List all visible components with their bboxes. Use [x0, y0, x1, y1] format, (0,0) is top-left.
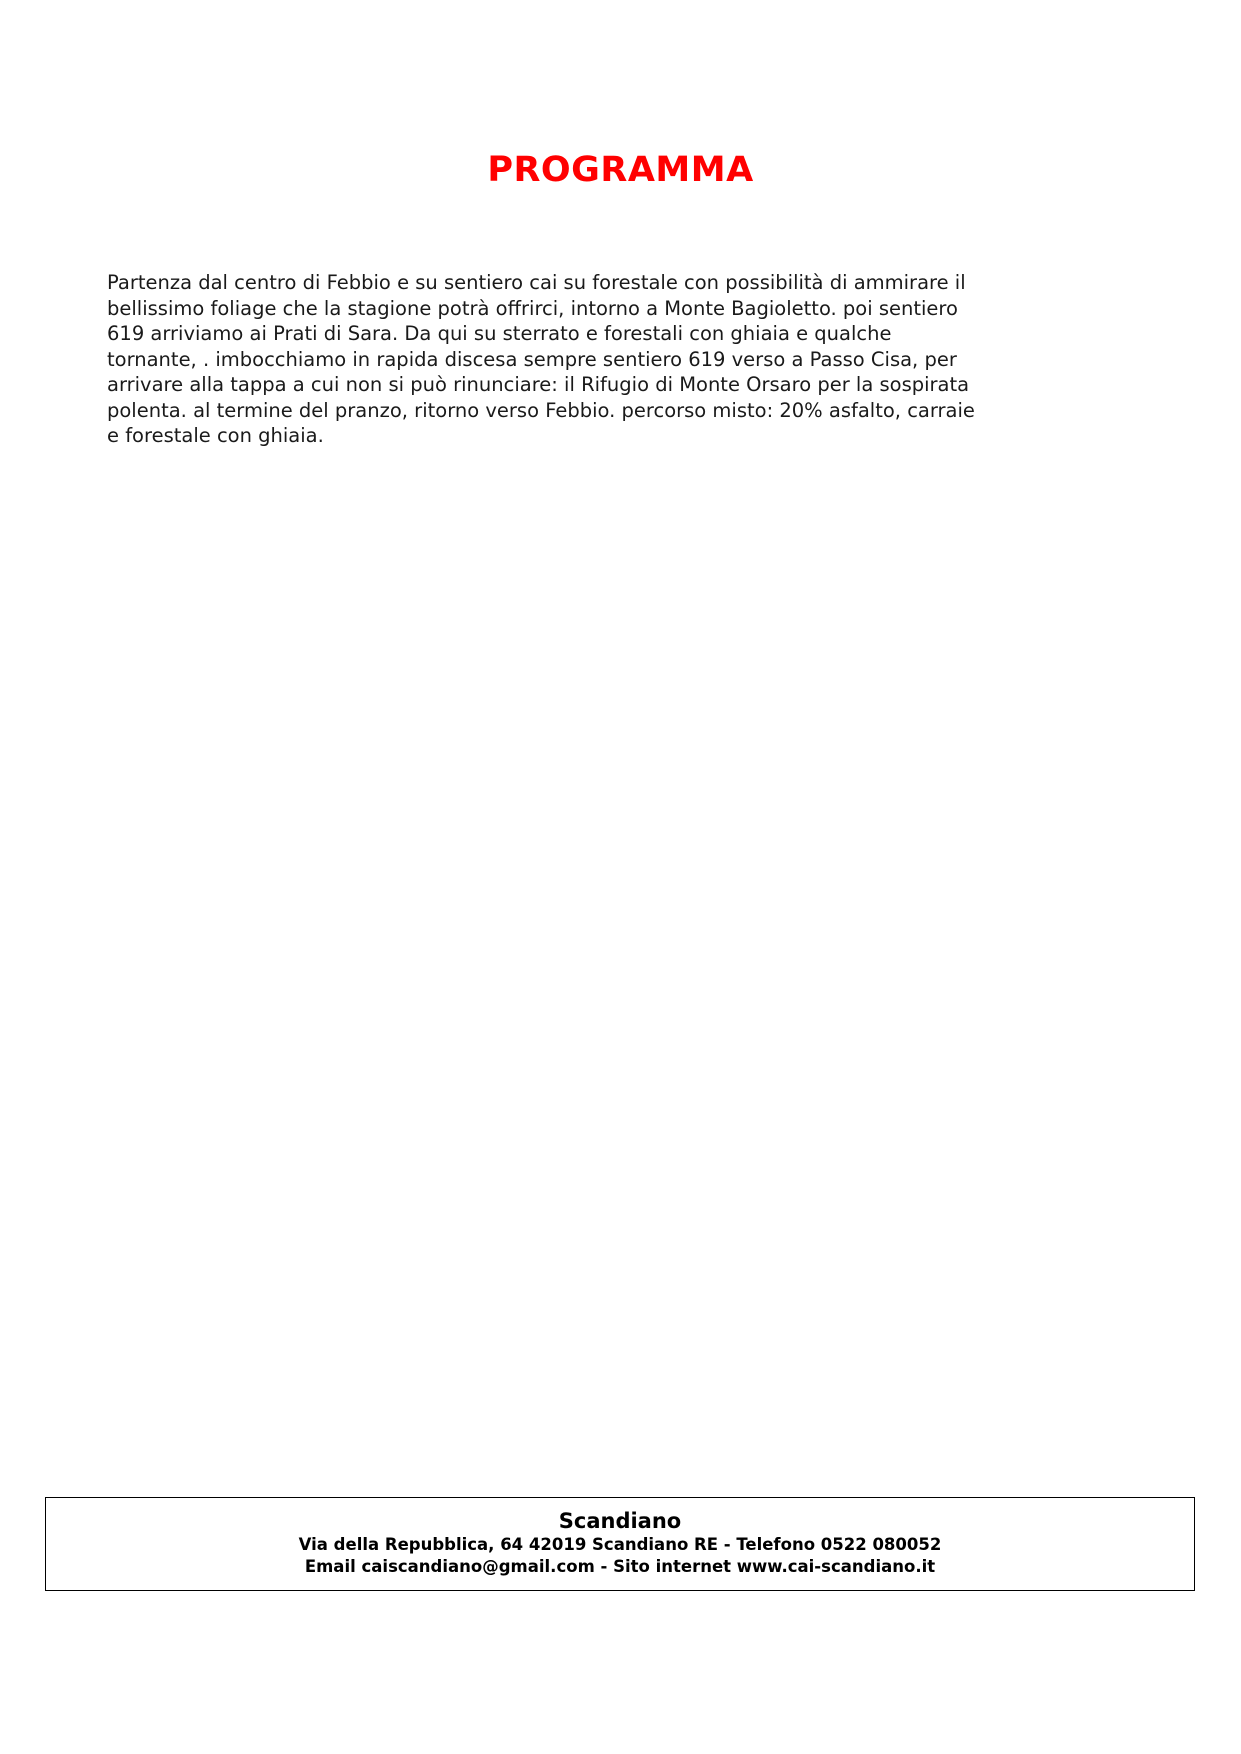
program-description-paragraph: Partenza dal centro di Febbio e su sentiero cai su forestale con possibilità di ammirare il bellissimo foliage che la stagione potrà offrirci, intorno a Monte Bagioletto. poi sentiero 619 arriviamo ai Prati di Sara. Da qui su sterrato e forestali con ghiaia e qualche tornante, . imbocchiamo in rapida discesa sempre sentiero 619 verso a Passo Cisa, per arrivare alla tappa a cui non si può rinunciare: il Rifugio di Monte Orsaro per la sospirata polenta. al termine del pranzo, ritorno verso Febbio. percorso misto: 20% asfalto, carraie e forestale con ghiaia.	[107, 271, 975, 447]
footer-organization: Scandiano	[558, 1509, 682, 1533]
page-title: PROGRAMMA	[487, 150, 754, 190]
footer	[45, 1497, 1195, 1591]
footer-address: Via della Repubblica, 64 42019 Scandiano RE - Telefono 0522 080052	[298, 1535, 942, 1554]
footer-contact: Email caiscandiano@gmail.com - Sito internet www.cai-scandiano.it	[304, 1557, 936, 1576]
